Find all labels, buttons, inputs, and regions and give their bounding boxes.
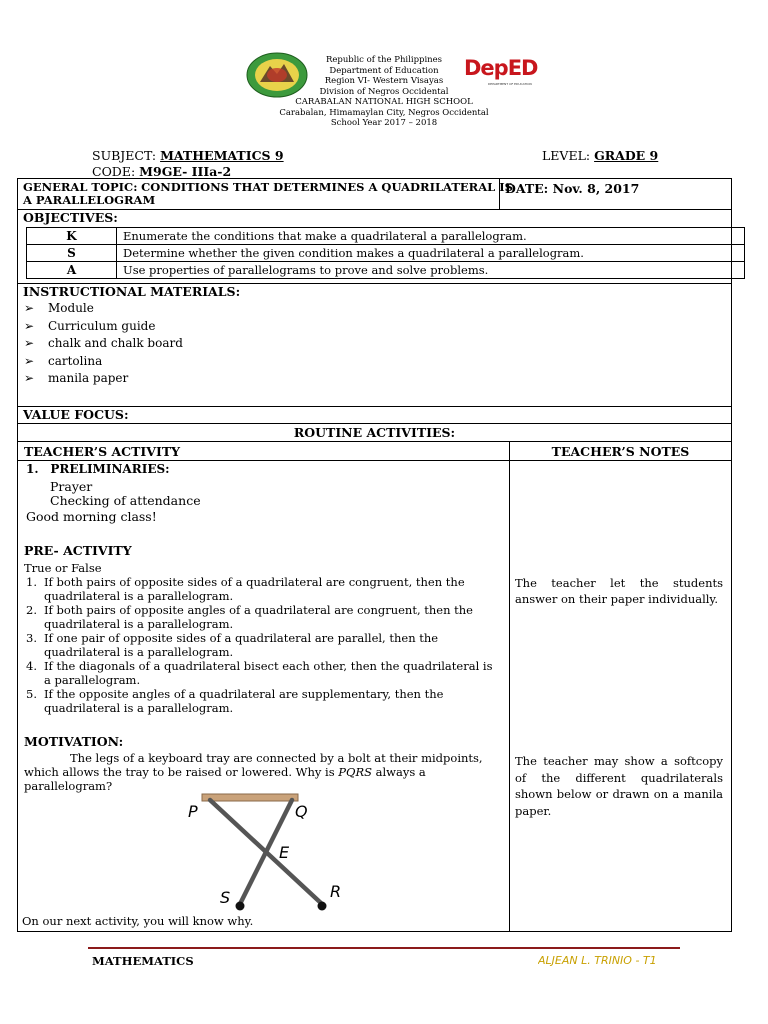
- date-text: DATE: Nov. 8, 2017: [505, 181, 640, 196]
- code-label: CODE:: [92, 164, 136, 179]
- greeting-text: Good morning class!: [26, 509, 157, 524]
- header-line: Department of Education: [329, 65, 439, 76]
- list-item: ➢ Curriculum guide: [24, 318, 156, 333]
- level-value: GRADE 9: [594, 148, 659, 163]
- pre-activity-title: PRE- ACTIVITY: [24, 543, 132, 558]
- list-item: 5. If the opposite angles of a quadrilateral are supplementary, then the quadrilateral is a parallelogram.: [26, 687, 444, 715]
- keyboard-tray-figure: [180, 790, 360, 915]
- footer-left: MATHEMATICS: [92, 954, 194, 968]
- arrow-bullet-icon: ➢: [24, 371, 35, 386]
- level-line: [542, 148, 658, 163]
- header-line: Carabalan, Himamaylan City, Negros Occidental: [279, 107, 489, 118]
- header-line: Region VI- Western Visayas: [324, 76, 444, 86]
- preliminaries-title: PRELIMINARIES:: [50, 462, 170, 476]
- header-line: Republic of the Philippines: [325, 55, 443, 65]
- pre-activity-note: The teacher let the students answer on their paper individually.: [515, 576, 723, 606]
- foot-r: [318, 902, 327, 911]
- objective-key: S: [27, 245, 117, 261]
- objective-text: Use properties of parallelograms to prove and solve problems.: [123, 263, 489, 277]
- foot-s: [236, 902, 245, 911]
- general-topic-cell: [17, 178, 513, 210]
- footer-line: [88, 947, 680, 949]
- objective-row-a: [26, 261, 745, 279]
- deped-logo-text: DepED: [464, 56, 538, 80]
- list-item: 4. If the diagonals of a quadrilateral bisect each other, then the quadrilateral is a parallelogram.: [26, 659, 493, 687]
- motivation-title: MOTIVATION:: [24, 734, 124, 749]
- preliminaries-number: 1.: [26, 462, 39, 476]
- header-line: School Year 2017 – 2018: [330, 118, 438, 128]
- list-item: ➢ Module: [24, 301, 94, 315]
- label-r: R: [330, 882, 342, 901]
- tray-top: [202, 794, 298, 801]
- general-topic-label: GENERAL TOPIC:: [23, 180, 138, 194]
- prayer-text: Prayer: [50, 479, 93, 494]
- list-item: 3. If one pair of opposite sides of a quadrilateral are parallel, then the quadrilateral is a parallelogram.: [26, 631, 439, 659]
- objective-row-s: [26, 244, 745, 262]
- list-item: ➢ manila paper: [24, 371, 129, 386]
- objective-text: Determine whether the given condition makes a quadrilateral a parallelogram.: [123, 246, 584, 260]
- code-line: [92, 164, 231, 179]
- objective-text: Enumerate the conditions that make a quadrilateral a parallelogram.: [123, 229, 527, 243]
- label-s: S: [220, 888, 231, 907]
- notes-header: TEACHER’S NOTES: [551, 444, 690, 459]
- footer-right: ALJEAN L. TRINIO - T1: [538, 954, 657, 967]
- objective-row-k: [26, 227, 745, 245]
- general-topic-line2: A PARALLELOGRAM: [23, 193, 156, 207]
- notes-cell: [509, 460, 732, 932]
- arrow-bullet-icon: ➢: [24, 353, 35, 368]
- attendance-text: Checking of attendance: [50, 493, 201, 508]
- pqrs-text: PQRS: [338, 765, 372, 779]
- list-item: ➢ cartolina: [24, 353, 103, 368]
- label-q: Q: [295, 802, 308, 821]
- routine-label: ROUTINE ACTIVITIES:: [293, 425, 456, 440]
- subject-value: MATHEMATICS 9: [160, 148, 284, 163]
- objective-key: A: [27, 262, 117, 278]
- motivation-text: The legs of a keyboard tray are connected by a bolt at their midpoints, which allows the tray to be raised or lowered. Why is PQRS always a parallelogram?: [24, 751, 483, 793]
- school-header: [0, 55, 768, 129]
- value-focus-label: VALUE FOCUS:: [23, 407, 129, 422]
- level-label: LEVEL:: [542, 148, 591, 163]
- general-topic-line1: CONDITIONS THAT DETERMINES A QUADRILATERAL IS: [141, 180, 513, 194]
- true-false-list: [20, 575, 508, 715]
- arrow-bullet-icon: ➢: [24, 318, 35, 333]
- subject-label: SUBJECT:: [92, 148, 157, 163]
- list-item: 2. If both pairs of opposite angles of a quadrilateral are congruent, then the quadrilateral is a parallelogram.: [26, 603, 473, 631]
- value-focus-row: [17, 406, 732, 424]
- subject-line: [92, 148, 284, 163]
- activity-header-cell: [17, 441, 510, 461]
- materials-section: [17, 283, 732, 407]
- list-item: 1. If both pairs of opposite sides of a quadrilateral are congruent, then the quadrilateral is a parallelogram.: [26, 575, 465, 603]
- materials-list: [24, 301, 183, 389]
- header-line: Division of Negros Occidental: [319, 86, 449, 97]
- pre-activity-subtitle: True or False: [24, 561, 102, 575]
- routine-row: [17, 423, 732, 442]
- arrow-bullet-icon: ➢: [24, 336, 35, 351]
- arrow-bullet-icon: ➢: [24, 301, 35, 315]
- activity-header: TEACHER’S ACTIVITY: [24, 444, 181, 459]
- preliminaries: [26, 462, 170, 476]
- objective-key: K: [27, 228, 117, 244]
- list-item: ➢ chalk and chalk board: [24, 336, 183, 351]
- motivation-note: The teacher may show a softcopy of the different quadrilaterals shown below or drawn on a manila paper.: [515, 754, 723, 818]
- motivation-closing: On our next activity, you will know why.: [22, 914, 254, 928]
- header-line: CARABALAN NATIONAL HIGH SCHOOL: [295, 97, 473, 107]
- materials-label: INSTRUCTIONAL MATERIALS:: [23, 284, 241, 299]
- objectives-label: OBJECTIVES:: [23, 210, 118, 225]
- deped-logo-subtext: DEPARTMENT OF EDUCATION: [488, 82, 532, 86]
- code-value: M9GE- IIIa-2: [139, 164, 232, 179]
- notes-header-cell: [509, 441, 732, 461]
- label-p: P: [188, 802, 198, 821]
- label-e: E: [279, 843, 290, 862]
- date-cell: [499, 178, 732, 210]
